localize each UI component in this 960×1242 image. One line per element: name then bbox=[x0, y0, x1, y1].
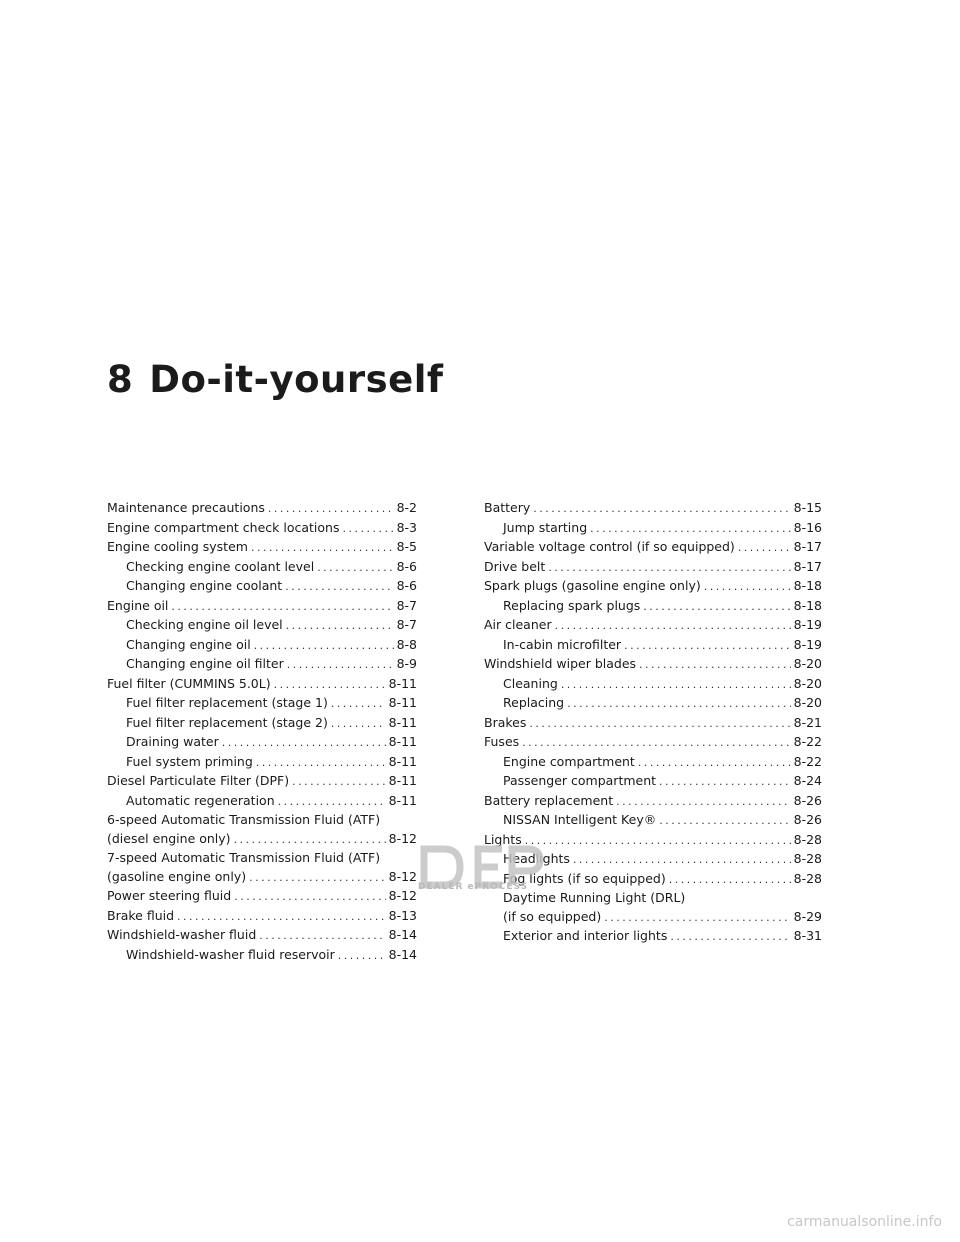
toc-entry-title: Jump starting bbox=[503, 519, 588, 535]
toc-entry-title: Air cleaner bbox=[484, 617, 552, 632]
dot-leader bbox=[639, 656, 791, 675]
dot-leader bbox=[638, 754, 791, 773]
dot-leader bbox=[704, 578, 791, 597]
dot-leader bbox=[268, 500, 394, 519]
toc-entry-title: Engine cooling system bbox=[107, 539, 248, 554]
toc-page-number: 8-11 bbox=[388, 675, 417, 691]
toc-entry-title: Automatic regeneration bbox=[126, 792, 275, 808]
toc-entry[interactable] bbox=[484, 694, 822, 714]
toc-entry[interactable] bbox=[107, 616, 417, 636]
toc-entry-title: Diesel Particulate Filter (DPF) bbox=[107, 773, 290, 788]
toc-page-number: 8-20 bbox=[793, 656, 822, 671]
toc-entry-title: Windshield wiper blades bbox=[484, 656, 637, 671]
dot-leader bbox=[590, 520, 790, 539]
toc-entry[interactable] bbox=[107, 772, 417, 792]
toc-entry[interactable] bbox=[107, 792, 417, 812]
toc-entry[interactable] bbox=[107, 733, 417, 753]
toc-entry[interactable] bbox=[107, 811, 417, 849]
dot-leader bbox=[317, 559, 393, 578]
toc-page-number: 8-28 bbox=[793, 870, 822, 886]
toc-entry-title: Changing engine coolant bbox=[126, 578, 283, 593]
toc-page-number: 8-12 bbox=[388, 830, 417, 846]
toc-entry-title: NISSAN Intelligent Key® bbox=[503, 812, 657, 827]
toc-entry[interactable] bbox=[107, 675, 417, 695]
toc-entry[interactable] bbox=[107, 519, 417, 539]
toc-entry-title: Maintenance precautions bbox=[107, 500, 265, 515]
toc-page-number: 8-14 bbox=[388, 946, 417, 962]
dot-leader bbox=[286, 617, 394, 636]
toc-entry-title: Changing engine oil bbox=[126, 636, 251, 652]
toc-entry-title: Replacing bbox=[503, 695, 565, 710]
toc-entry[interactable] bbox=[484, 675, 822, 695]
toc-page-number: 8-28 bbox=[793, 831, 822, 847]
dot-leader bbox=[234, 831, 386, 850]
dot-leader bbox=[274, 676, 386, 695]
toc-page-number: 8-20 bbox=[793, 695, 822, 710]
toc-entry-title: Draining water bbox=[126, 734, 219, 749]
dot-leader bbox=[177, 908, 386, 927]
toc-entry-title: Spark plugs (gasoline engine only) bbox=[484, 578, 701, 593]
toc-entry[interactable] bbox=[484, 558, 822, 578]
toc-entry-title: Power steering fluid bbox=[107, 888, 232, 903]
toc-entry[interactable] bbox=[107, 907, 417, 927]
toc-page-number: 8-13 bbox=[388, 907, 417, 923]
toc-page-number: 8-6 bbox=[396, 558, 417, 574]
toc-page-number: 8-8 bbox=[396, 636, 417, 652]
toc-entry[interactable] bbox=[107, 753, 417, 773]
toc-entry[interactable] bbox=[484, 714, 822, 734]
toc-page-number: 8-5 bbox=[396, 539, 417, 554]
toc-entry-title: Cleaning bbox=[503, 675, 558, 691]
toc-entry-title-line: 7-speed Automatic Transmission Fluid (ATF) bbox=[107, 850, 381, 865]
dot-leader bbox=[659, 773, 791, 792]
dot-leader bbox=[573, 851, 791, 870]
dot-leader bbox=[561, 676, 791, 695]
dot-leader bbox=[254, 637, 394, 656]
toc-page-number: 8-7 bbox=[396, 617, 417, 632]
dot-leader bbox=[659, 812, 790, 831]
dot-leader bbox=[670, 928, 790, 947]
toc-entry[interactable] bbox=[484, 927, 822, 947]
dot-leader bbox=[548, 559, 790, 578]
toc-page-number: 8-11 bbox=[388, 714, 417, 730]
dot-leader bbox=[251, 539, 394, 558]
toc-entry-title: Checking engine oil level bbox=[126, 617, 283, 632]
toc-page-number: 8-11 bbox=[388, 773, 417, 788]
dot-leader bbox=[616, 793, 791, 812]
toc-entry[interactable] bbox=[484, 577, 822, 597]
toc-page-number: 8-17 bbox=[793, 558, 822, 574]
dot-leader bbox=[604, 909, 790, 928]
toc-entry-title: (gasoline engine only) bbox=[107, 868, 247, 884]
toc-page-number: 8-29 bbox=[793, 908, 822, 924]
toc-entry-title: Fuel filter replacement (stage 1) bbox=[126, 695, 328, 710]
toc-entry-title: Exterior and interior lights bbox=[503, 928, 668, 943]
toc-entry[interactable] bbox=[107, 694, 417, 714]
toc-page-number: 8-17 bbox=[793, 539, 822, 554]
toc-entry[interactable] bbox=[107, 926, 417, 946]
toc-entry-title: (if so equipped) bbox=[503, 908, 602, 924]
toc-page-number: 8-3 bbox=[396, 519, 417, 535]
footer-url[interactable]: carmanualsonline.info bbox=[787, 1214, 942, 1230]
toc-entry-title: In-cabin microfilter bbox=[503, 636, 622, 652]
toc-entry[interactable] bbox=[484, 655, 822, 675]
toc-page-number: 8-26 bbox=[793, 792, 822, 808]
dot-leader bbox=[555, 617, 791, 636]
toc-entry-title: Headlights bbox=[503, 851, 570, 866]
toc-page-number: 8-19 bbox=[793, 636, 822, 652]
toc-entry-title: Fuel system priming bbox=[126, 753, 253, 769]
toc-page-number: 8-18 bbox=[793, 597, 822, 613]
toc-entry-title: Fuel filter replacement (stage 2) bbox=[126, 714, 328, 730]
toc-page-number: 8-6 bbox=[396, 578, 417, 593]
toc-entry[interactable] bbox=[484, 597, 822, 617]
toc-entry[interactable] bbox=[484, 792, 822, 812]
toc-entry-title: Engine oil bbox=[107, 597, 169, 613]
toc-page-number: 8-24 bbox=[793, 773, 822, 788]
dot-leader bbox=[331, 695, 386, 714]
toc-entry[interactable] bbox=[484, 499, 822, 519]
toc-entry-title: Engine compartment bbox=[503, 753, 635, 769]
dot-leader bbox=[738, 539, 791, 558]
toc-page-number: 8-14 bbox=[388, 927, 417, 942]
toc-entry[interactable] bbox=[107, 597, 417, 617]
toc-page-number: 8-12 bbox=[388, 868, 417, 884]
toc-page-number: 8-22 bbox=[793, 753, 822, 769]
watermark-caption: DEALER ePROCESS bbox=[418, 882, 529, 892]
toc-entry-title: Brakes bbox=[484, 714, 527, 730]
dot-leader bbox=[669, 871, 791, 890]
toc-entry[interactable] bbox=[107, 849, 417, 887]
toc-entry-title: (diesel engine only) bbox=[107, 830, 231, 846]
toc-entry[interactable] bbox=[107, 538, 417, 558]
dot-leader bbox=[529, 715, 790, 734]
toc-entry[interactable] bbox=[484, 772, 822, 792]
dot-leader bbox=[171, 598, 393, 617]
toc-page-number: 8-18 bbox=[793, 578, 822, 593]
toc-entry-title: Passenger compartment bbox=[503, 773, 657, 788]
dot-leader bbox=[285, 578, 393, 597]
toc-page-number: 8-31 bbox=[793, 928, 822, 943]
toc-page-number: 8-16 bbox=[793, 519, 822, 535]
toc-page-number: 8-21 bbox=[793, 714, 822, 730]
dot-leader bbox=[343, 520, 394, 539]
toc-entry-title: Brake fluid bbox=[107, 907, 175, 923]
toc-page-number: 8-2 bbox=[396, 500, 417, 515]
toc-entry-title-line: Daytime Running Light (DRL) bbox=[503, 890, 686, 905]
toc-entry-title: Lights bbox=[484, 831, 522, 847]
dot-leader bbox=[259, 927, 385, 946]
toc-entry-title: Drive belt bbox=[484, 558, 546, 574]
toc-left-column bbox=[107, 499, 417, 965]
toc-page-number: 8-15 bbox=[793, 500, 822, 515]
toc-entry[interactable] bbox=[107, 887, 417, 907]
toc-page-number: 8-11 bbox=[388, 753, 417, 769]
dot-leader bbox=[292, 773, 386, 792]
toc-entry[interactable] bbox=[107, 946, 417, 966]
toc-entry-title: Changing engine oil filter bbox=[126, 656, 284, 671]
toc-entry[interactable] bbox=[107, 714, 417, 734]
toc-entry-title: Battery replacement bbox=[484, 792, 614, 808]
toc-entry[interactable] bbox=[484, 811, 822, 831]
toc-entry-title: Engine compartment check locations bbox=[107, 519, 340, 535]
dot-leader bbox=[338, 947, 386, 966]
toc-entry-title: Windshield-washer fluid bbox=[107, 927, 257, 942]
toc-entry[interactable] bbox=[484, 616, 822, 636]
dot-leader bbox=[624, 637, 791, 656]
dot-leader bbox=[525, 832, 791, 851]
toc-entry[interactable] bbox=[484, 733, 822, 753]
toc-entry-title: Fuses bbox=[484, 734, 520, 749]
dot-leader bbox=[331, 715, 386, 734]
dot-leader bbox=[222, 734, 386, 753]
toc-entry[interactable] bbox=[484, 538, 822, 558]
toc-entry[interactable] bbox=[107, 577, 417, 597]
toc-page-number: 8-11 bbox=[388, 734, 417, 749]
toc-entry[interactable] bbox=[107, 636, 417, 656]
toc-entry-title-line: 6-speed Automatic Transmission Fluid (ATF) bbox=[107, 812, 381, 827]
dot-leader bbox=[567, 695, 791, 714]
toc-entry-title: Battery bbox=[484, 500, 531, 515]
toc-entry-title: Variable voltage control (if so equipped) bbox=[484, 539, 735, 554]
toc-page-number: 8-22 bbox=[793, 734, 822, 749]
dot-leader bbox=[287, 656, 394, 675]
toc-entry[interactable] bbox=[484, 636, 822, 656]
dot-leader bbox=[249, 869, 386, 888]
toc-entry[interactable] bbox=[484, 753, 822, 773]
toc-page-number: 8-9 bbox=[396, 656, 417, 671]
toc-page-number: 8-19 bbox=[793, 617, 822, 632]
toc-entry-title: Fog lights (if so equipped) bbox=[503, 870, 666, 886]
toc-page-number: 8-26 bbox=[793, 812, 822, 827]
toc-page-number: 8-28 bbox=[793, 851, 822, 866]
dot-leader bbox=[533, 500, 790, 519]
toc-page-number: 8-11 bbox=[388, 792, 417, 808]
dot-leader bbox=[256, 754, 386, 773]
toc-page-number: 8-11 bbox=[388, 695, 417, 710]
toc-entry[interactable] bbox=[107, 558, 417, 578]
dot-leader bbox=[278, 793, 386, 812]
toc-entry-title: Replacing spark plugs bbox=[503, 597, 641, 613]
toc-page-number: 8-7 bbox=[396, 597, 417, 613]
toc-page-number: 8-12 bbox=[388, 888, 417, 903]
dot-leader bbox=[522, 734, 790, 753]
toc-entry-title: Windshield-washer fluid reservoir bbox=[126, 946, 335, 962]
dot-leader bbox=[643, 598, 790, 617]
toc-page-number: 8-20 bbox=[793, 675, 822, 691]
toc-entry-title: Checking engine coolant level bbox=[126, 558, 315, 574]
toc-entry-title: Fuel filter (CUMMINS 5.0L) bbox=[107, 675, 271, 691]
chapter-number: 8 bbox=[107, 358, 134, 401]
toc-entry[interactable] bbox=[107, 655, 417, 675]
chapter-name: Do-it-yourself bbox=[149, 358, 444, 401]
chapter-title bbox=[107, 358, 444, 401]
dot-leader bbox=[234, 888, 385, 907]
toc-entry[interactable] bbox=[107, 499, 417, 519]
toc-entry[interactable] bbox=[484, 519, 822, 539]
